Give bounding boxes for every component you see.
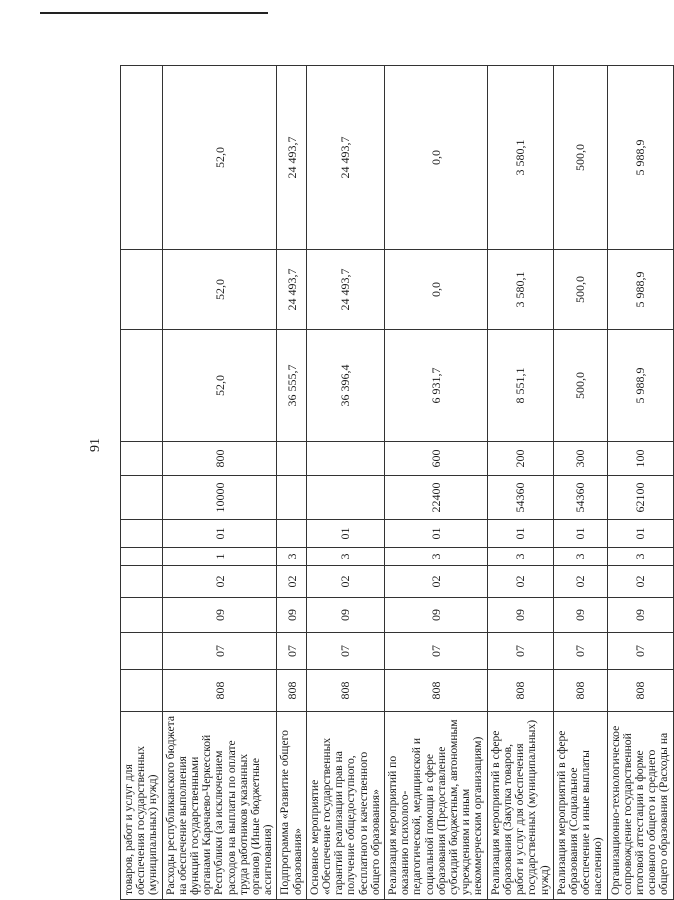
ved-code-cell: 808 bbox=[277, 670, 306, 712]
event-code-cell: 01 bbox=[162, 520, 277, 548]
direction-code-cell bbox=[121, 476, 163, 520]
ved-code-cell bbox=[121, 670, 163, 712]
row-name-cell: товаров, работ и услуг для обеспечения государственных (муниципальных) нужд) bbox=[121, 712, 163, 900]
amount-year2-cell: 24 493,7 bbox=[277, 250, 306, 330]
row-name-cell: Реализация мероприятий в сфере образования (Социальное обеспечение и иные выплаты населению) bbox=[553, 712, 607, 900]
program-code-cell: 02 bbox=[553, 566, 607, 598]
expense-type-cell: 300 bbox=[553, 442, 607, 476]
row-name-cell: Подпрограмма «Развитие общего образования» bbox=[277, 712, 306, 900]
direction-code-cell bbox=[277, 476, 306, 520]
direction-code-cell bbox=[306, 476, 384, 520]
table-row bbox=[553, 66, 607, 900]
subprogram-code-cell: 3 bbox=[277, 548, 306, 566]
row-name-cell: Организационно-технологическое сопровождение государственной итоговой аттестации в форме основного общего и среднего общего образования (Расходы на bbox=[607, 712, 673, 900]
subprogram-code-cell: 3 bbox=[306, 548, 384, 566]
amount-year1-cell bbox=[121, 330, 163, 442]
amount-year3-cell: 24 493,7 bbox=[306, 66, 384, 250]
row-name-cell: Реализация мероприятий в сфере образования (Закупка товаров, работ и услуг для обеспечения государственных (муниципальных) нужд) bbox=[487, 712, 553, 900]
table-row bbox=[277, 66, 306, 900]
table-row bbox=[487, 66, 553, 900]
amount-year1-cell: 6 931,7 bbox=[385, 330, 488, 442]
amount-year1-cell: 8 551,1 bbox=[487, 330, 553, 442]
table-row bbox=[162, 66, 277, 900]
amount-year3-cell: 24 493,7 bbox=[277, 66, 306, 250]
budget-table bbox=[120, 65, 674, 900]
amount-year1-cell: 5 988,9 bbox=[607, 330, 673, 442]
amount-year2-cell: 24 493,7 bbox=[306, 250, 384, 330]
subsection-code-cell: 09 bbox=[162, 598, 277, 633]
amount-year2-cell: 5 988,9 bbox=[607, 250, 673, 330]
subsection-code-cell: 09 bbox=[553, 598, 607, 633]
subsection-code-cell: 09 bbox=[306, 598, 384, 633]
expense-type-cell: 200 bbox=[487, 442, 553, 476]
amount-year3-cell: 52,0 bbox=[162, 66, 277, 250]
budget-table-rotated bbox=[120, 66, 671, 900]
section-code-cell: 07 bbox=[385, 633, 488, 670]
row-name-cell: Реализация мероприятий по оказанию психолого-педагогической, медицинской и социальной помощи в сфере образования (Предоставление субсидий бюджетным, автономным учреждениям и иным некоммерческим организациям) bbox=[385, 712, 488, 900]
section-code-cell: 07 bbox=[553, 633, 607, 670]
event-code-cell: 01 bbox=[385, 520, 488, 548]
subsection-code-cell: 09 bbox=[607, 598, 673, 633]
expense-type-cell: 800 bbox=[162, 442, 277, 476]
subprogram-code-cell bbox=[121, 548, 163, 566]
page-number: 91 bbox=[88, 438, 103, 452]
program-code-cell: 02 bbox=[607, 566, 673, 598]
section-code-cell: 07 bbox=[607, 633, 673, 670]
amount-year1-cell: 500,0 bbox=[553, 330, 607, 442]
event-code-cell: 01 bbox=[306, 520, 384, 548]
direction-code-cell: 10000 bbox=[162, 476, 277, 520]
event-code-cell bbox=[121, 520, 163, 548]
program-code-cell: 02 bbox=[277, 566, 306, 598]
table-row bbox=[607, 66, 673, 900]
event-code-cell bbox=[277, 520, 306, 548]
expense-type-cell bbox=[121, 442, 163, 476]
amount-year2-cell: 0,0 bbox=[385, 250, 488, 330]
amount-year2-cell: 3 580,1 bbox=[487, 250, 553, 330]
event-code-cell: 01 bbox=[553, 520, 607, 548]
subsection-code-cell: 09 bbox=[277, 598, 306, 633]
table-row bbox=[306, 66, 384, 900]
subprogram-code-cell: 3 bbox=[607, 548, 673, 566]
expense-type-cell bbox=[306, 442, 384, 476]
expense-type-cell: 600 bbox=[385, 442, 488, 476]
section-code-cell: 07 bbox=[487, 633, 553, 670]
rotated-page-frame bbox=[120, 66, 671, 900]
amount-year3-cell bbox=[121, 66, 163, 250]
subsection-code-cell bbox=[121, 598, 163, 633]
program-code-cell: 02 bbox=[487, 566, 553, 598]
ved-code-cell: 808 bbox=[162, 670, 277, 712]
direction-code-cell: 62100 bbox=[607, 476, 673, 520]
subsection-code-cell: 09 bbox=[385, 598, 488, 633]
top-rule bbox=[40, 12, 268, 14]
section-code-cell: 07 bbox=[306, 633, 384, 670]
program-code-cell: 02 bbox=[306, 566, 384, 598]
amount-year2-cell: 52,0 bbox=[162, 250, 277, 330]
program-code-cell: 02 bbox=[162, 566, 277, 598]
amount-year3-cell: 500,0 bbox=[553, 66, 607, 250]
program-code-cell: 02 bbox=[385, 566, 488, 598]
ved-code-cell: 808 bbox=[553, 670, 607, 712]
subprogram-code-cell: 3 bbox=[385, 548, 488, 566]
ved-code-cell: 808 bbox=[385, 670, 488, 712]
section-code-cell: 07 bbox=[162, 633, 277, 670]
table-row bbox=[385, 66, 488, 900]
direction-code-cell: 54360 bbox=[487, 476, 553, 520]
program-code-cell bbox=[121, 566, 163, 598]
section-code-cell bbox=[121, 633, 163, 670]
subprogram-code-cell: 3 bbox=[553, 548, 607, 566]
row-name-cell: Расходы республиканского бюджета на обеспечение выполнения функций государственными органами Карачаево-Черкесской Республики (за исключением расходов на выплаты по оплате труда работников указанных органов) (Иные бюджетные ассигнования) bbox=[162, 712, 277, 900]
ved-code-cell: 808 bbox=[306, 670, 384, 712]
subprogram-code-cell: 3 bbox=[487, 548, 553, 566]
amount-year1-cell: 52,0 bbox=[162, 330, 277, 442]
section-code-cell: 07 bbox=[277, 633, 306, 670]
amount-year3-cell: 5 988,9 bbox=[607, 66, 673, 250]
expense-type-cell: 100 bbox=[607, 442, 673, 476]
subsection-code-cell: 09 bbox=[487, 598, 553, 633]
table-row bbox=[121, 66, 163, 900]
event-code-cell: 01 bbox=[607, 520, 673, 548]
ved-code-cell: 808 bbox=[487, 670, 553, 712]
amount-year1-cell: 36 555,7 bbox=[277, 330, 306, 442]
expense-type-cell bbox=[277, 442, 306, 476]
amount-year2-cell bbox=[121, 250, 163, 330]
ved-code-cell: 808 bbox=[607, 670, 673, 712]
subprogram-code-cell: 1 bbox=[162, 548, 277, 566]
event-code-cell: 01 bbox=[487, 520, 553, 548]
direction-code-cell: 22400 bbox=[385, 476, 488, 520]
direction-code-cell: 54360 bbox=[553, 476, 607, 520]
row-name-cell: Основное мероприятие «Обеспечение государственных гарантий реализации прав на получение общедоступного, бесплатного и качественного общего образования» bbox=[306, 712, 384, 900]
amount-year1-cell: 36 396,4 bbox=[306, 330, 384, 442]
amount-year3-cell: 3 580,1 bbox=[487, 66, 553, 250]
amount-year2-cell: 500,0 bbox=[553, 250, 607, 330]
amount-year3-cell: 0,0 bbox=[385, 66, 488, 250]
